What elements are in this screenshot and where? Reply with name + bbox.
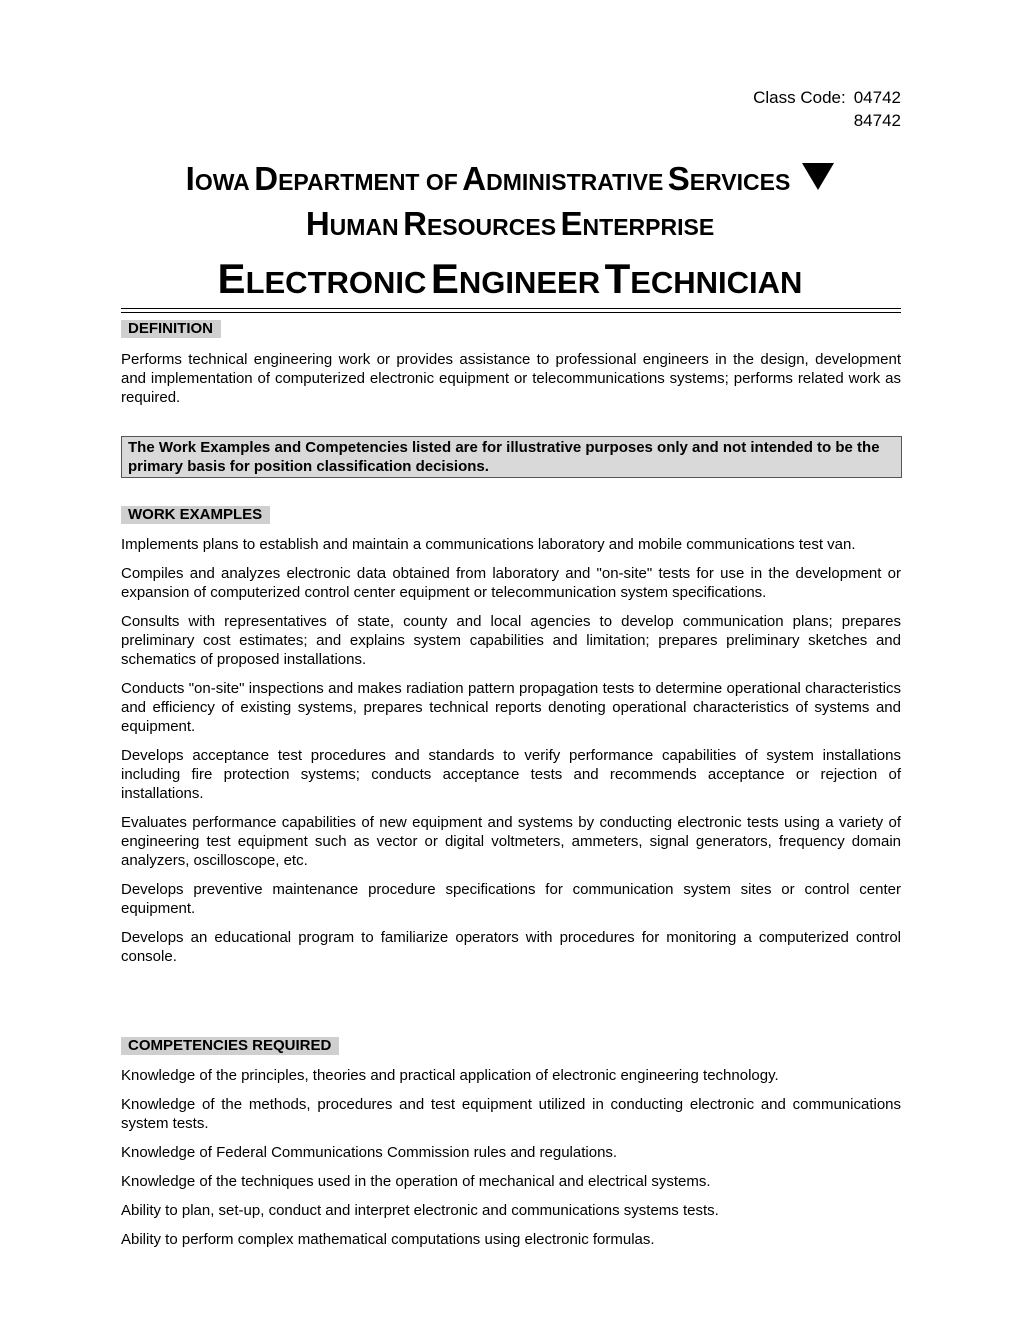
definition-heading: DEFINITION [121,320,221,338]
department-line-1 [0,160,1020,205]
class-code-secondary: 84742 [853,111,901,130]
definition-section [121,320,901,417]
work-examples-heading: WORK EXAMPLES [121,506,270,524]
competencies-list [121,1066,901,1249]
work-example-item: Conducts "on-site" inspections and makes radiation pattern propagation tests to determine operational characteristics and efficiency of existing systems, prepares technical reports denoting operational characteristics of systems and equipment. [121,680,901,735]
work-example-item: Develops an educational program to familiarize operators with procedures for monitoring a computerized control console. [121,929,901,965]
dept-word: IOWA [185,160,250,197]
work-example-item: Develops preventive maintenance procedure specifications for communication system sites or control center equipment. [121,881,901,917]
competencies-heading: COMPETENCIES REQUIRED [121,1037,339,1055]
work-example-item: Consults with representatives of state, county and local agencies to develop communication plans; prepares preliminary cost estimates; and explains system capabilities and limitation; prepares preliminary sketches and schematics of proposed installations. [121,613,901,668]
dept-word: HUMAN [305,205,399,242]
job-title [0,254,1020,314]
competency-item: Knowledge of the methods, procedures and test equipment utilized in conducting electronic and communications system tests. [121,1096,901,1132]
competency-item: Knowledge of the techniques used in the operation of mechanical and electrical systems. [121,1173,711,1190]
competency-item: Knowledge of Federal Communications Commission rules and regulations. [121,1144,618,1161]
definition-text: Performs technical engineering work or provides assistance to professional engineers in the design, development and implementation of computerized electronic equipment or telecommunications systems; performs related work as required. [121,351,901,406]
title-word: ELECTRONIC [217,255,427,302]
competency-item: Ability to plan, set-up, conduct and interpret electronic and communications systems tests. [121,1202,719,1219]
dept-word: RESOURCES [403,205,557,242]
dept-word: ENTERPRISE [560,205,715,242]
dept-word: DEPARTMENT OF [254,160,458,197]
competency-item: Knowledge of the principles, theories and practical application of electronic engineering technology. [121,1067,779,1084]
work-example-item: Implements plans to establish and maintain a communications laboratory and mobile communications test van. [121,536,856,553]
title-divider-bottom [121,312,901,313]
department-heading [0,160,1020,250]
competency-item: Ability to perform complex mathematical computations using electronic formulas. [121,1231,655,1248]
class-code-label: Class Code: [753,88,846,107]
competencies-section [121,1037,901,1259]
down-triangle-icon [802,163,834,190]
title-divider-top [121,308,901,309]
work-examples-list [121,535,901,966]
class-code-block [753,86,901,132]
work-example-item: Evaluates performance capabilities of new equipment and systems by conducting electronic tests using a variety of engineering test equipment such as vector or digital voltmeters, ammeters, signal generators, frequency domain analyzers, oscilloscope, etc. [121,814,901,869]
title-word: TECHNICIAN [604,255,803,302]
class-code-primary: 04742 [853,88,901,107]
work-examples-section [121,506,901,976]
title-word: ENGINEER [430,255,601,302]
work-example-item: Compiles and analyzes electronic data obtained from laboratory and "on-site" tests for use in the development or expansion of computerized control center equipment or telecommunication system specifications. [121,565,901,601]
department-line-2 [0,205,1020,250]
disclaimer-notice: The Work Examples and Competencies listed are for illustrative purposes only and not intended to be the primary basis for position classification decisions. [121,436,902,478]
dept-word: ADMINISTRATIVE [462,160,664,197]
dept-word: SERVICES [667,160,791,197]
work-example-item: Develops acceptance test procedures and standards to verify performance capabilities of system installations including fire protection systems; conducts acceptance tests and recommends acceptance or rejection of installations. [121,747,901,802]
